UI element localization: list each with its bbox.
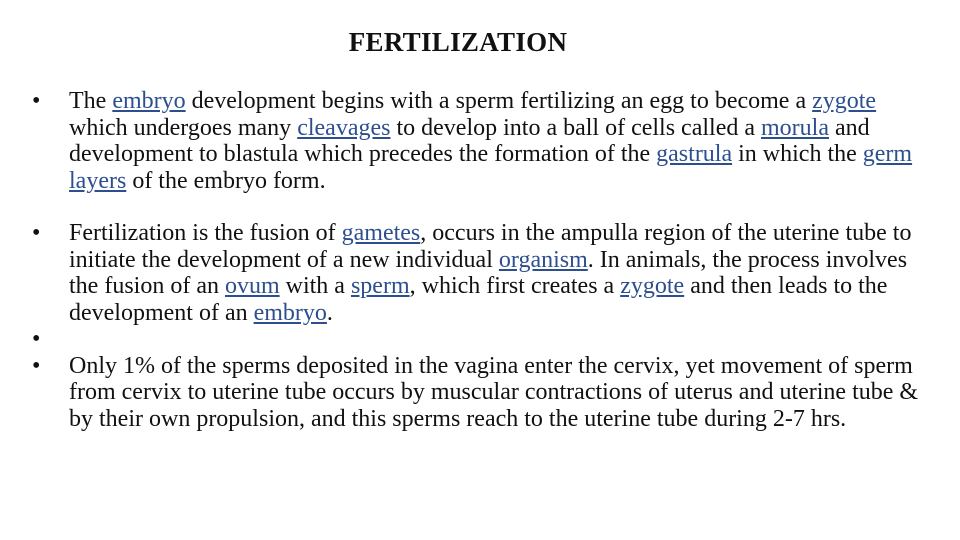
text-run: development begins with a sperm fertilizing an egg to become a xyxy=(185,88,813,114)
bullet-text xyxy=(69,220,911,326)
text-run: which undergoes many xyxy=(69,114,298,141)
text-run: and then leads to the development of an xyxy=(69,273,888,326)
bullet-marker: • xyxy=(32,352,41,379)
text-run: . In animals, the process involves the fusion of an xyxy=(69,246,908,299)
bullet-item xyxy=(32,220,932,326)
bullet-marker: • xyxy=(32,88,41,114)
text-run: with a xyxy=(279,273,351,299)
term-link-sperm[interactable]: sperm xyxy=(350,273,410,299)
text-run: to develop into a ball of cells called a xyxy=(390,114,762,141)
text-run: . xyxy=(326,299,333,326)
text-run: The xyxy=(69,88,113,114)
term-link-ovum[interactable]: ovum xyxy=(224,273,280,299)
term-link-cleavages[interactable]: cleavages xyxy=(297,114,391,141)
text-run: in which the xyxy=(732,141,863,167)
text-run: Fertilization is the fusion of xyxy=(69,220,342,246)
text-run: , which first creates a xyxy=(409,273,621,299)
term-link-gastrula[interactable]: gastrula xyxy=(656,141,733,167)
bullet-item xyxy=(32,88,932,194)
term-link-zygote[interactable]: zygote xyxy=(620,273,685,299)
term-link-embryo[interactable]: embryo xyxy=(253,299,327,326)
term-link-zygote[interactable]: zygote xyxy=(812,88,877,114)
bullet-marker: • xyxy=(32,326,41,352)
term-link-morula[interactable]: morula xyxy=(761,114,829,141)
bullet-marker: • xyxy=(32,220,41,246)
text-run: , occurs in the ampulla region of the uterine tube to initiate the development of a new individual xyxy=(69,220,912,273)
text-run: of the embryo form. xyxy=(126,167,326,194)
bullet-text xyxy=(69,88,912,194)
term-link-embryo[interactable]: embryo xyxy=(112,88,186,114)
term-link-organism[interactable]: organism xyxy=(498,246,588,273)
bullet-item-empty xyxy=(32,326,932,353)
term-link-gametes[interactable]: gametes xyxy=(341,220,421,246)
bullet-item xyxy=(32,353,932,433)
slide-title: FERTILIZATION xyxy=(348,27,568,57)
bullet-text xyxy=(69,353,918,432)
bullet-list xyxy=(32,88,932,432)
text-run: and development to blastula which precedes the formation of the xyxy=(69,114,870,167)
text-run: Only 1% of the sperms deposited in the vagina enter the cervix, yet movement of sperm from cervix to uterine tube occurs by muscular contractions of uterus and uterine tube & by their own propulsion, and this sperms reach to the uterine tube during 2-7 hrs. xyxy=(69,352,919,432)
term-link-germ-layers[interactable]: germ layers xyxy=(69,141,913,194)
